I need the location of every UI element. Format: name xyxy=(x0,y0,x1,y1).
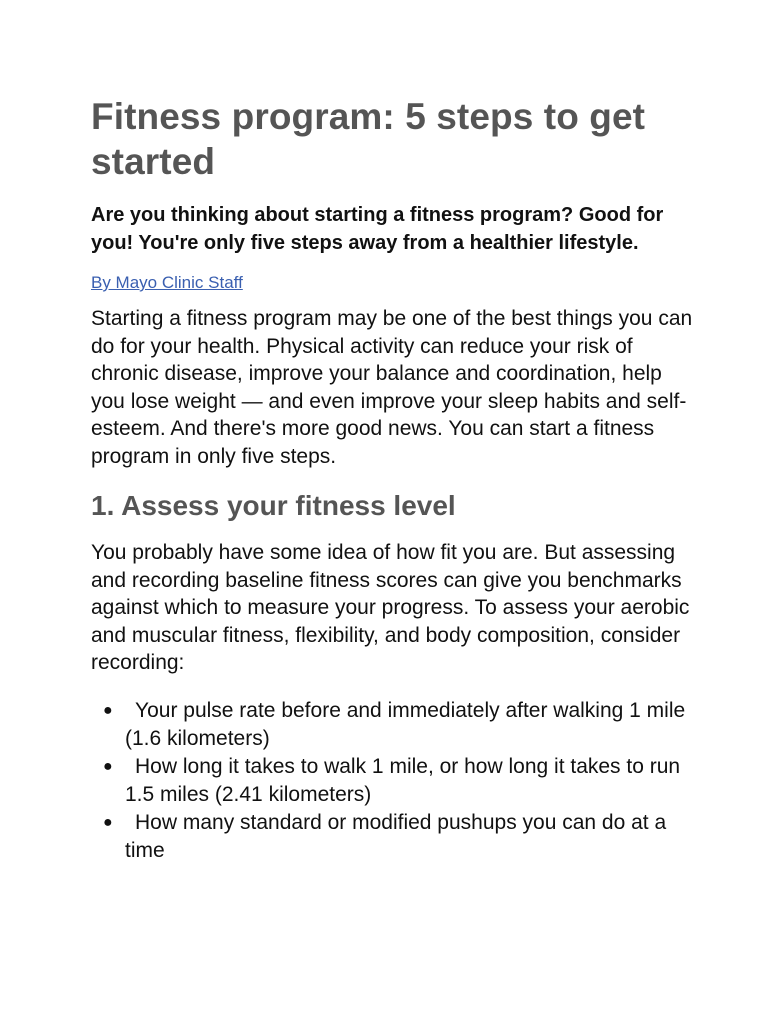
list-item-text: Your pulse rate before and immediately after walking 1 mile (1.6 kilometers) xyxy=(125,698,686,750)
article-subtitle: Are you thinking about starting a fitness program? Good for you! You're only five steps away from a healthier lifestyle. xyxy=(91,204,664,254)
list-item-text: How long it takes to walk 1 mile, or how long it takes to run 1.5 miles (2.41 kilometers) xyxy=(125,754,681,806)
article-title: Fitness program: 5 steps to get started xyxy=(91,96,646,182)
list-item-text: How many standard or modified pushups you can do at a time xyxy=(125,810,667,862)
bullet-list xyxy=(91,697,698,865)
author-link[interactable]: By Mayo Clinic Staff xyxy=(91,273,243,292)
section-heading: 1. Assess your fitness level xyxy=(91,490,456,521)
intro-paragraph: Starting a fitness program may be one of the best things you can do for your health. Physical activity can reduce your risk of chronic disease, improve your balance and coordination, help you lose weight — and even improve your sleep habits and self-esteem. And there's more good news. You can start a fitness program in only five steps. xyxy=(91,307,693,468)
list-item xyxy=(91,809,698,865)
list-item xyxy=(91,697,698,753)
bullet-icon: ● xyxy=(103,757,113,775)
section-paragraph: You probably have some idea of how fit you are. But assessing and recording baseline fitness scores can give you benchmarks against which to measure your progress. To assess your aerobic and muscular fitness, flexibility, and body composition, consider recording: xyxy=(91,541,690,674)
list-item xyxy=(91,753,698,809)
bullet-icon: ● xyxy=(103,701,113,719)
bullet-icon: ● xyxy=(103,813,113,831)
